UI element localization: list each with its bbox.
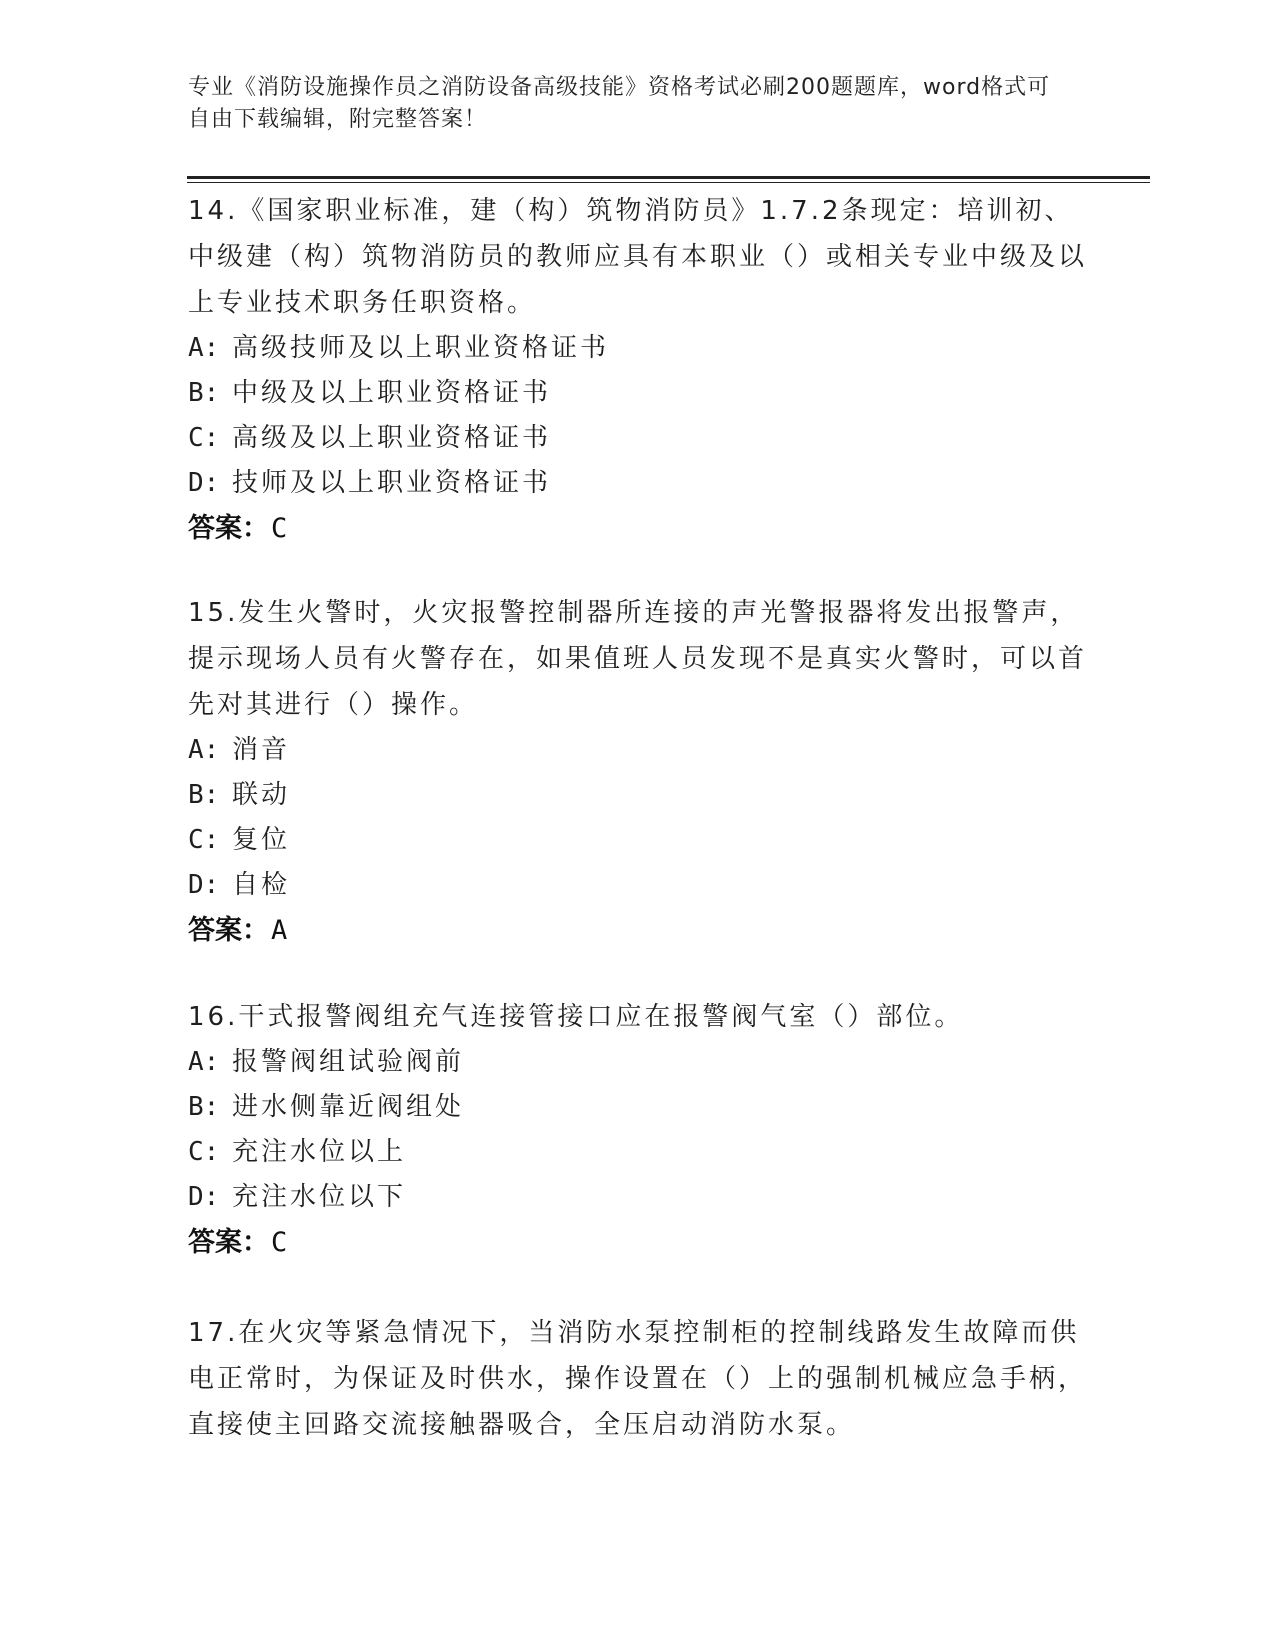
option-a: [188, 728, 1088, 773]
question-14: [188, 188, 1088, 552]
answer-value: A: [271, 915, 288, 946]
option-d: [188, 1175, 1088, 1220]
option-c: [188, 416, 1088, 461]
option-key: C:: [188, 1137, 220, 1167]
answer-value: C: [271, 1227, 288, 1258]
option-text: 联动: [232, 780, 291, 810]
answer-label: 答案：: [188, 915, 269, 946]
option-text: 报警阀组试验阀前: [232, 1047, 465, 1077]
answer: [188, 908, 1088, 954]
option-d: [188, 461, 1088, 506]
option-text: 高级技师及以上职业资格证书: [232, 333, 610, 363]
question-15: [188, 590, 1088, 954]
question-stem: 16.干式报警阀组充气连接管接口应在报警阀气室（）部位。: [188, 1002, 964, 1032]
option-key: D:: [188, 468, 220, 498]
option-c: [188, 818, 1088, 863]
option-text: 充注水位以下: [232, 1182, 407, 1212]
header-rule-thin: [187, 182, 1150, 183]
question-stem: 17.在火灾等紧急情况下，当消防水泵控制柜的控制线路发生故障而供电正常时，为保证及时供水，操作设置在（）上的强制机械应急手柄，直接使主回路交流接触器吸合，全压启动消防水泵。: [188, 1318, 1088, 1440]
option-text: 技师及以上职业资格证书: [232, 468, 552, 498]
option-key: B:: [188, 378, 220, 408]
option-a: [188, 326, 1088, 371]
option-key: C:: [188, 423, 220, 453]
option-b: [188, 371, 1088, 416]
question-stem: 14.《国家职业标准，建（构）筑物消防员》1.7.2条现定：培训初、中级建（构）筑物消防员的教师应具有本职业（）或相关专业中级及以上专业技术职务任职资格。: [188, 196, 1088, 318]
option-key: B:: [188, 780, 220, 810]
option-key: A:: [188, 1047, 220, 1077]
answer: [188, 1220, 1088, 1266]
question-16: [188, 994, 1088, 1266]
answer-value: C: [271, 513, 288, 544]
option-text: 复位: [232, 825, 291, 855]
option-key: C:: [188, 825, 220, 855]
answer: [188, 506, 1088, 552]
option-key: D:: [188, 1182, 220, 1212]
option-text: 高级及以上职业资格证书: [232, 423, 552, 453]
option-key: A:: [188, 735, 220, 765]
option-key: D:: [188, 870, 220, 900]
option-key: B:: [188, 1092, 220, 1122]
option-a: [188, 1040, 1088, 1085]
option-b: [188, 1085, 1088, 1130]
option-text: 消音: [232, 735, 291, 765]
question-17: [188, 1310, 1088, 1448]
option-text: 自检: [232, 870, 291, 900]
option-text: 中级及以上职业资格证书: [232, 378, 552, 408]
option-text: 充注水位以上: [232, 1137, 407, 1167]
answer-label: 答案：: [188, 513, 269, 544]
document-header: 专业《消防设施操作员之消防设备高级技能》资格考试必刷200题题库，word格式可自由下载编辑，附完整答案！: [188, 75, 1051, 132]
option-c: [188, 1130, 1088, 1175]
option-b: [188, 773, 1088, 818]
option-d: [188, 863, 1088, 908]
answer-label: 答案：: [188, 1227, 269, 1258]
option-text: 进水侧靠近阀组处: [232, 1092, 465, 1122]
header-rule-thick: [187, 176, 1150, 179]
option-key: A:: [188, 333, 220, 363]
question-stem: 15.发生火警时，火灾报警控制器所连接的声光警报器将发出报警声，提示现场人员有火警存在，如果值班人员发现不是真实火警时，可以首先对其进行（）操作。: [188, 598, 1088, 720]
